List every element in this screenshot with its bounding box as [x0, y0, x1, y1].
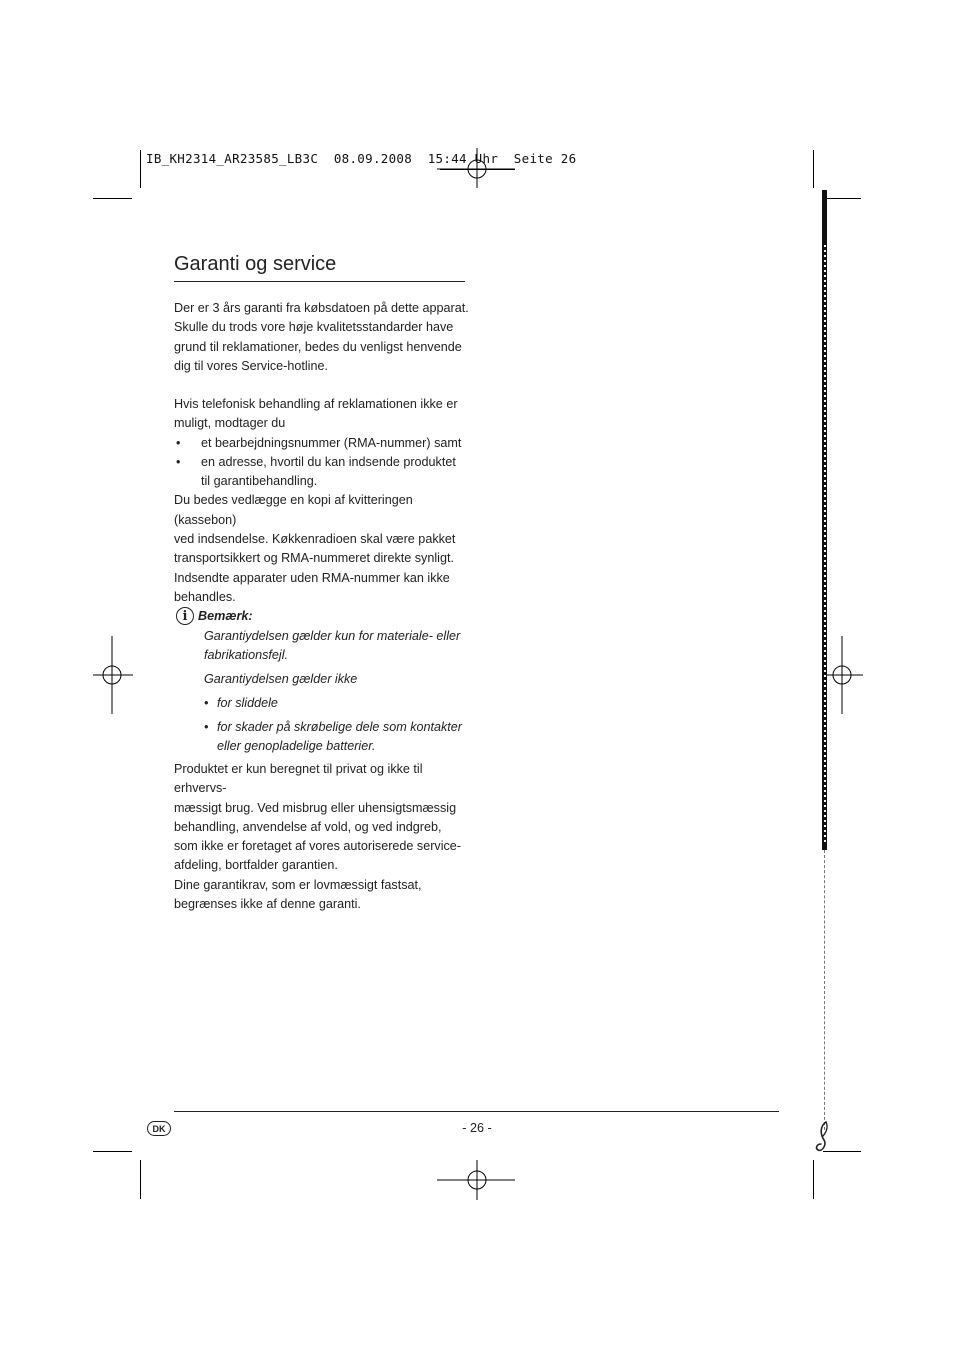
note-text [204, 627, 474, 664]
text-line: behandles. [174, 589, 236, 604]
text-line: Hvis telefonisk behandling af reklamationen ikke er [174, 397, 458, 411]
text-line: til garantibehandling. [201, 474, 318, 489]
text-line: Skulle du trods vore høje kvalitetsstandarder have [174, 320, 454, 335]
text-line: mæssigt brug. Ved misbrug eller uhensigtsmæssig [174, 800, 457, 815]
note-text: Garantiydelsen gælder ikke [204, 672, 358, 686]
text-line: for sliddele [217, 696, 278, 710]
text-line: for skader på skrøbelige dele som kontakter [217, 720, 462, 734]
text-line: Dine garantikrav, som er lovmæssigt fastsat, [174, 877, 422, 892]
text-line: begrænses ikke af denne garanti. [174, 897, 361, 912]
text-line: Du bedes vedlægge en kopi af kvitteringen (kassebon) [174, 493, 413, 527]
crop-mark [813, 1160, 814, 1199]
text-line: grund til reklamationer, bedes du venligst henvende [174, 339, 462, 354]
slug-underline [440, 169, 515, 170]
text-line: som ikke er foretaget af vores autoriserede service- [174, 839, 461, 854]
crop-mark [813, 150, 814, 188]
bullet-glyph: • [176, 435, 181, 450]
text-line: Der er 3 års garanti fra købsdatoen på dette apparat. [174, 301, 469, 315]
crop-mark [140, 150, 141, 188]
text-line: dig til vores Service-hotline. [174, 358, 328, 373]
info-icon: i [176, 607, 194, 625]
intro-paragraph [174, 299, 470, 376]
text-line: eller genopladelige batterier. [217, 738, 376, 753]
bullet-glyph: • [176, 454, 181, 469]
crop-mark [140, 1160, 141, 1199]
note-list-item [204, 694, 474, 713]
text-line: Produktet er kun beregnet til privat og ikke til erhvervs- [174, 762, 423, 796]
text-line: behandling, anvendelse af vold, og ved indgreb, [174, 819, 442, 834]
footer-rule [174, 1111, 779, 1112]
usage-paragraph [174, 760, 470, 914]
country-badge: DK [147, 1121, 171, 1136]
rma-paragraph [174, 395, 470, 607]
page-number: - 26 - [462, 1121, 492, 1135]
list-item [174, 434, 470, 453]
note-list-item [204, 718, 474, 755]
bullet-glyph: • [204, 696, 209, 710]
list-item [174, 453, 470, 492]
text-line: transportsikkert og RMA-nummeret direkte synligt. [174, 551, 454, 566]
page-title: Garanti og service [174, 253, 337, 275]
crop-mark [93, 198, 132, 199]
bullet-glyph: • [204, 720, 209, 734]
text-line: en adresse, hvortil du kan indsende produktet [201, 454, 456, 469]
note-heading [176, 605, 253, 627]
crop-mark [93, 1151, 132, 1152]
registration-mark-left [93, 636, 133, 714]
registration-mark-bottom [437, 1160, 517, 1200]
music-note-icon [814, 1120, 834, 1156]
registration-mark-right [823, 636, 863, 714]
text-line: Indsendte apparater uden RMA-nummer kan ikke [174, 570, 450, 585]
slug-line: IB_KH2314_AR23585_LB3C 08.09.2008 15:44 Uhr Seite 26 [146, 151, 577, 166]
crop-mark [823, 198, 861, 199]
edge-tab-perforation [824, 245, 826, 845]
text-line: afdeling, bortfalder garantien. [174, 858, 338, 873]
text-line: et bearbejdningsnummer (RMA-nummer) samt [201, 435, 462, 450]
edge-dashed-line [824, 850, 825, 1130]
text-line: fabrikationsfejl. [204, 647, 288, 662]
text-line: ved indsendelse. Køkkenradioen skal være pakket [174, 532, 456, 547]
title-rule [174, 281, 465, 282]
note-heading-label: Bemærk: [198, 609, 253, 623]
text-line: Garantiydelsen gælder kun for materiale- eller [204, 629, 461, 643]
text-line: muligt, modtager du [174, 416, 286, 431]
